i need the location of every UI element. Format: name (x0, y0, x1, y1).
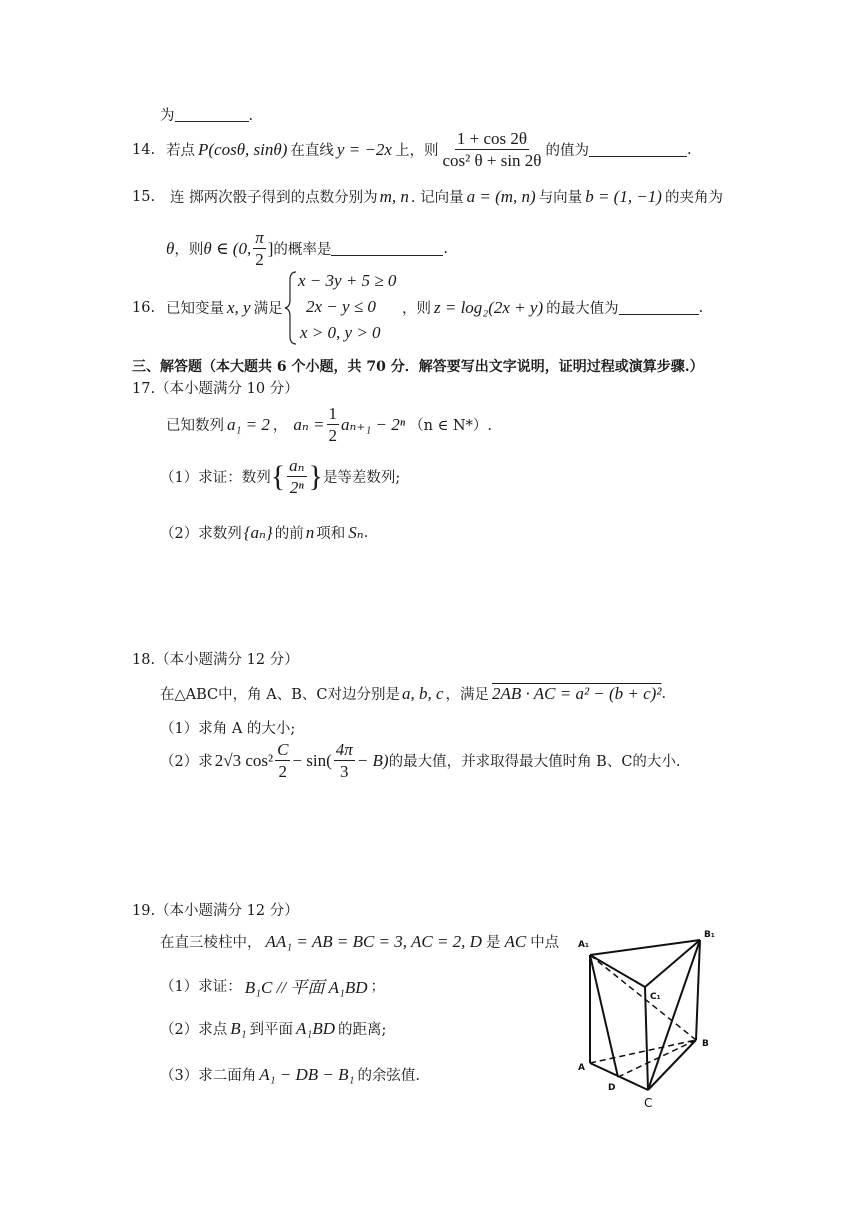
question-17-header (132, 377, 299, 398)
triangular-prism-figure (570, 925, 730, 1115)
answer-blank[interactable] (331, 241, 443, 256)
question-number: 16. (132, 299, 156, 316)
question-16-tail (402, 297, 703, 318)
question-number: 17. (132, 381, 156, 397)
q19-part-2 (160, 1018, 386, 1039)
q18-given (160, 683, 666, 704)
q15-text-3: 与向量 (538, 190, 583, 206)
q18-abc: a, b, c (401, 683, 444, 703)
q18-condition: 2AB · AC = a² − (b + c)² (492, 683, 662, 703)
q15-cond-right: ] (267, 238, 274, 258)
q17-p1-fraction (287, 456, 306, 497)
q18-p2-text: （2）求 (160, 754, 213, 770)
q17-p2-text-3: 项和 (316, 526, 346, 542)
q17-p2-text-2: 的前 (274, 526, 304, 542)
q19-p3-math: A₁ − DB − B₁ (259, 1064, 355, 1084)
q17-part-1 (160, 456, 400, 497)
q16-text-1: 已知变量 (166, 301, 224, 317)
q16-constraint-3: x > 0, y > 0 (300, 323, 381, 342)
q17-sep: ， (272, 418, 288, 434)
question-16 (132, 297, 283, 318)
q16-text-4: 的最大值为 (546, 301, 619, 317)
q19-text-2: 是 (485, 935, 501, 951)
q16-brace (284, 270, 298, 346)
q13-end: . (248, 108, 254, 124)
label-a: A (578, 1063, 585, 1073)
q17-half (327, 404, 340, 445)
question-15-line-2 (166, 228, 448, 269)
question-18-header (132, 648, 299, 669)
q17-end: . (363, 524, 369, 541)
label-a1: A₁ (578, 940, 589, 950)
question-14 (132, 129, 692, 170)
q15-text-6: 的概率是 (273, 242, 332, 258)
edge-cb (648, 1040, 696, 1090)
q19-p2-text: （2）求点 (160, 1022, 228, 1038)
q19-part-1 (160, 973, 385, 998)
q14-text-2: 在直线 (290, 143, 334, 159)
q16-text-2: 满足 (253, 301, 283, 317)
q18-end: . (661, 685, 667, 702)
q19-p2-text-2: 到平面 (249, 1022, 294, 1038)
q17-n: n (305, 522, 315, 542)
q17-p2-text: （2）求数列 (160, 526, 242, 542)
label-b1: B₁ (704, 930, 715, 940)
q18-pi-num: 4π (335, 740, 353, 759)
label-c: C (644, 1096, 653, 1110)
q18-part-2 (160, 740, 681, 781)
q18-text-2: ，满足 (445, 687, 490, 703)
edge-a1c1 (590, 955, 645, 987)
q15-text-1: 连 掷两次骰子得到的点数分别为 (170, 190, 378, 206)
edge-c1c (645, 987, 648, 1090)
q13-prefix: 为 (160, 108, 175, 124)
q19-p3-text-2: 的余弦值. (357, 1068, 421, 1084)
q15-text-4: 的夹角为 (664, 190, 723, 206)
section-heading: 三、解答题（本大题共 6 个小题，共 70 分．解答要写出文字说明，证明过程或演算步骤.） (132, 359, 704, 375)
q14-line: y = −2x (336, 139, 392, 159)
q17-a1: a₁ = 2 (227, 414, 270, 434)
q19-p1-end: ； (370, 979, 386, 995)
question-number: 14. (132, 141, 156, 158)
q14-text-1: 若点 (166, 143, 195, 159)
q19-p2-math-1: B₁ (230, 1018, 247, 1038)
q17-p1-num: aₙ (289, 456, 305, 475)
q15-end: . (443, 240, 449, 257)
answer-blank[interactable] (589, 142, 687, 157)
q15-theta: θ (166, 238, 175, 258)
label-d: D (608, 1083, 616, 1093)
q14-text-3: 上，则 (394, 143, 439, 159)
q19-p2-text-3: 的距离; (338, 1022, 387, 1038)
hidden-segment-db (618, 1040, 696, 1077)
q17-half-den: 2 (328, 426, 338, 445)
q17-seq: {aₙ} (243, 522, 273, 542)
q16-constraint-1: x − 3y + 5 ≥ 0 (298, 271, 397, 290)
score-note: （本小题满分 10 分） (155, 381, 299, 397)
label-c1: C₁ (650, 992, 661, 1002)
q17-p1-text-2: 是等差数列; (322, 470, 401, 486)
q17-half-num: 1 (328, 404, 338, 423)
q19-given (160, 931, 559, 952)
q18-expr-3: − B) (356, 750, 389, 770)
q14-point: P(cosθ, sinθ) (198, 139, 288, 159)
q19-ac: AC (504, 931, 527, 951)
q18-pi-den: 3 (340, 762, 349, 781)
q17-given (166, 404, 492, 445)
q14-frac-den: cos² θ + sin 2θ (442, 151, 542, 170)
score-note: （本小题满分 12 分） (155, 903, 299, 919)
q17-condition: （n ∈ N*）. (409, 418, 492, 434)
score-note: （本小题满分 12 分） (155, 652, 299, 668)
hidden-edge-ab (590, 1040, 696, 1063)
q17-recurrence: aₙ₊₁ − 2ⁿ (341, 414, 406, 434)
q19-text-3: 中点 (530, 935, 560, 951)
right-brace: } (308, 459, 323, 493)
q18-part-1: （1）求角 A 的大小; (160, 721, 296, 737)
q19-text-1: 在直三棱柱中， (160, 935, 262, 951)
q16-end: . (698, 299, 704, 316)
label-b: B (702, 1039, 709, 1049)
q14-frac-num: 1 + cos 2θ (456, 129, 528, 148)
q19-p1-math: B₁C // 平面 A₁BD (244, 978, 368, 997)
q19-given-math: AA₁ = AB = BC = 3, AC = 2, D (265, 931, 482, 951)
question-19-header (132, 899, 299, 920)
q15-pi-fraction (253, 228, 266, 269)
q17-part-2 (160, 522, 368, 543)
q17-text-1: 已知数列 (166, 418, 224, 434)
question-number: 19. (132, 903, 156, 919)
q16-text-3: ，则 (402, 301, 431, 317)
q19-part-3 (160, 1064, 420, 1085)
q18-c-num: C (277, 740, 289, 759)
edge-a1b1 (590, 940, 700, 955)
q17-sn: Sₙ (348, 522, 364, 542)
q15-text-2: . 记向量 (410, 190, 464, 206)
q19-p2-math-2: A₁BD (296, 1018, 335, 1038)
q15-vector-a: a = (m, n) (466, 186, 536, 206)
q17-p1-text: （1）求证：数列 (160, 470, 271, 486)
left-brace: { (270, 459, 286, 493)
q16-objective: z = log₂(2x + y) (434, 297, 544, 317)
q15-two: 2 (255, 250, 264, 269)
q18-expr-1: 2√3 cos² (214, 750, 274, 770)
q14-fraction (440, 129, 543, 170)
q15-pi: π (255, 228, 264, 247)
q14-text-4: 的值为 (545, 143, 589, 159)
q18-c-fraction (275, 740, 290, 781)
q15-mn: m, n (379, 186, 409, 206)
q16-constraint-2: 2x − y ≤ 0 (306, 297, 376, 316)
q16-xy: x, y (227, 297, 251, 317)
q15-vector-b: b = (1, −1) (585, 186, 662, 206)
q19-p1-text: （1）求证： (160, 979, 242, 995)
answer-blank[interactable] (619, 300, 699, 315)
q15-cond-left: θ ∈ (0, (203, 238, 252, 258)
answer-blank[interactable] (175, 107, 249, 122)
q14-end: . (686, 141, 692, 158)
q15-text-5: ，则 (174, 242, 204, 258)
question-number: 15. (132, 188, 156, 205)
question-number: 18. (132, 652, 156, 668)
q13-tail (160, 104, 253, 125)
q18-c-den: 2 (278, 762, 287, 781)
q18-pi-fraction (334, 740, 355, 781)
q19-p3-text: （3）求二面角 (160, 1068, 257, 1084)
edge-b1b (696, 940, 700, 1040)
q18-expr-2: − sin( (292, 750, 332, 770)
q17-p1-den: 2ⁿ (289, 478, 304, 497)
q18-p2-text-2: 的最大值，并求取得最大值时角 B、C的大小. (388, 754, 681, 770)
q18-text-1: 在△ABC中，角 A、B、C对边分别是 (160, 687, 400, 703)
question-15 (132, 186, 723, 207)
q17-an: aₙ = (293, 414, 325, 434)
